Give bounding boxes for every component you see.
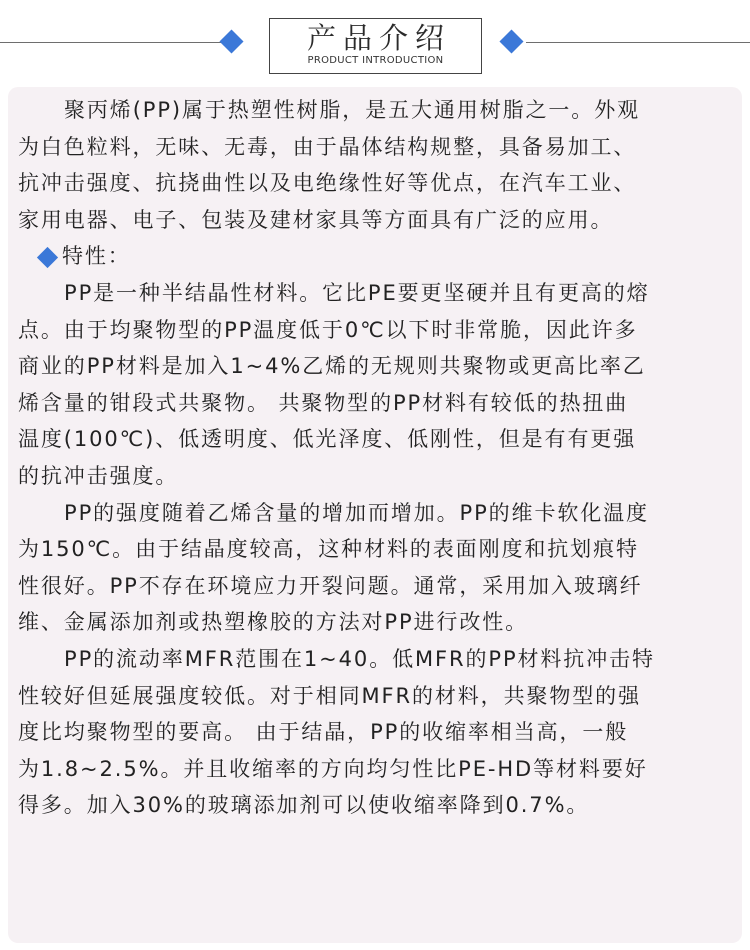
page-title: 产品介绍 xyxy=(306,21,451,55)
header-divider-right xyxy=(526,42,750,43)
features-heading-label: 特性： xyxy=(62,244,131,269)
text-line: 聚丙烯(PP)属于热塑性树脂，是五大通用树脂之一。外观 xyxy=(64,98,641,122)
header-divider-left xyxy=(0,42,222,43)
text-line: PP的强度随着乙烯含量的增加而增加。PP的维卡软化温度 xyxy=(64,500,649,525)
text-line: 家用电器、电子、包装及建材家具等方面具有广泛的应用。 xyxy=(18,207,614,232)
text-line: 度比均聚物型的要高。 由于结晶，PP的收缩率相当高，一般 xyxy=(18,720,629,745)
title-box xyxy=(269,18,482,74)
diamond-bullet-icon xyxy=(37,247,58,268)
text-line: 性很好。PP不存在环境应力开裂问题。通常，采用加入玻璃纤 xyxy=(18,573,643,598)
text-line: 烯含量的钳段式共聚物。 共聚物型的PP材料有较低的热扭曲 xyxy=(18,390,629,415)
diamond-icon xyxy=(219,29,243,53)
diamond-icon xyxy=(499,29,523,53)
text-line: 点。由于均聚物型的PP温度低于0℃以下时非常脆，因此许多 xyxy=(18,317,638,342)
article-body xyxy=(18,92,750,824)
text-line: 为白色粒料，无味、无毒，由于晶体结构规整，具备易加工、 xyxy=(18,134,637,159)
text-line: 温度(100℃)、低透明度、低光泽度、低刚性，但是有有更强 xyxy=(18,427,637,452)
text-line: 为1.8~2.5%。并且收缩率的方向均匀性比PE-HD等材料要好 xyxy=(18,756,648,781)
text-line: 性较好但延展强度较低。对于相同MFR的材料，共聚物型的强 xyxy=(18,683,641,708)
text-line: 维、金属添加剂或热塑橡胶的方法对PP进行改性。 xyxy=(18,610,529,635)
text-line: 得多。加入30%的玻璃添加剂可以使收缩率降到0.7%。 xyxy=(18,793,590,818)
text-line: PP的流动率MFR范围在1~40。低MFR的PP材料抗冲击特 xyxy=(64,646,655,671)
text-line: 的抗冲击强度。 xyxy=(18,463,179,488)
text-line: PP是一种半结晶性材料。它比PE要更坚硬并且有更高的熔 xyxy=(64,280,650,305)
text-line: 商业的PP材料是加入1~4%乙烯的无规则共聚物或更高比率乙 xyxy=(18,354,646,379)
text-line: 为150℃。由于结晶度较高，这种材料的表面刚度和抗划痕特 xyxy=(18,537,639,562)
features-heading xyxy=(18,238,750,275)
section-header xyxy=(0,0,750,82)
text-line: 抗冲击强度、抗挠曲性以及电绝缘性好等优点，在汽车工业、 xyxy=(18,171,637,196)
page-subtitle: PRODUCT INTRODUCTION xyxy=(307,55,444,66)
